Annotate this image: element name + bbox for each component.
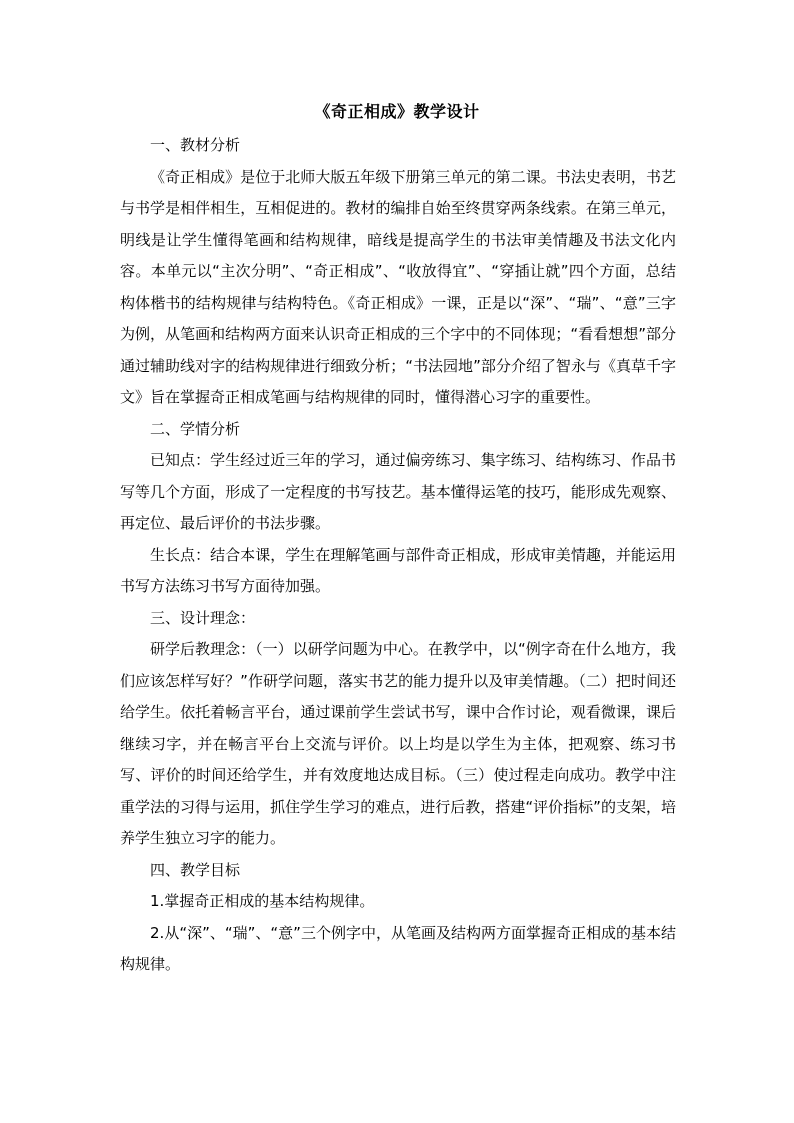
paragraph-design-concept: 研学后教理念：（一）以研学问题为中心。在教学中，以“例字奇在什么地方，我们应该怎样写好？”作研学问题，落实书艺的能力提升以及审美情趣。（二）把时间还给学生。依托着畅言平台，通过课前学生尝试书写，课中合作讨论，观看微课，课后继续习字，并在畅言平台上交流与评价。以上均是以学生为主体，把观察、练习书写、评价的时间还给学生，并有效度地达成目标。（三）使过程走向成功。教学中注重学法的习得与运用，抓住学生学习的难点，进行后教，搭建“评价指标”的支架，培养学生独立习字的能力。 xyxy=(120,640,676,847)
document-body xyxy=(120,130,676,981)
paragraph-growth-points: 生长点：结合本课，学生在理解笔画与部件奇正相成，形成审美情趣，并能运用书写方法练习书写方面待加强。 xyxy=(120,545,676,595)
section-heading-textbook-analysis: 一、教材分析 xyxy=(150,136,241,154)
paragraph-textbook-analysis: 《奇正相成》是位于北师大版五年级下册第三单元的第二课。书法史表明，书艺与书学是相伴相生，互相促进的。教材的编排自始至终贯穿两条线索。在第三单元，明线是让学生懂得笔画和结构规律，暗线是提高学生的书法审美情趣及书法文化内容。本单元以“主次分明”、“奇正相成”、“收放得宜”、“穿插让就”四个方面，总结构体楷书的结构规律与结构特色。《奇正相成》一课，正是以“深”、“瑞”、“意”三字为例，从笔画和结构两方面来认识奇正相成的三个字中的不同体现；“看看想想”部分通过辅助线对字的结构规律进行细致分析；“书法园地”部分介绍了智永与《真草千字文》旨在掌握奇正相成笔画与结构规律的同时，懂得潜心习字的重要性。 xyxy=(120,167,676,406)
paragraph-known-points: 已知点：学生经过近三年的学习，通过偏旁练习、集字练习、结构练习、作品书写等几个方面，形成了一定程度的书写技艺。基本懂得运笔的技巧，能形成先观察、再定位、最后评价的书法步骤。 xyxy=(120,451,676,532)
paragraph-goal-2: 2.从“深”、“瑞”、“意”三个例字中，从笔画及结构两方面掌握奇正相成的基本结构规律。 xyxy=(120,923,676,973)
section-heading-teaching-goals: 四、教学目标 xyxy=(150,860,241,879)
section-heading-design-concept: 三、设计理念： xyxy=(150,608,256,627)
document-title: 《奇正相成》教学设计 xyxy=(314,102,480,121)
section-heading-student-analysis: 二、学情分析 xyxy=(150,419,241,438)
paragraph-goal-1: 1.掌握奇正相成的基本结构规律。 xyxy=(150,892,375,910)
